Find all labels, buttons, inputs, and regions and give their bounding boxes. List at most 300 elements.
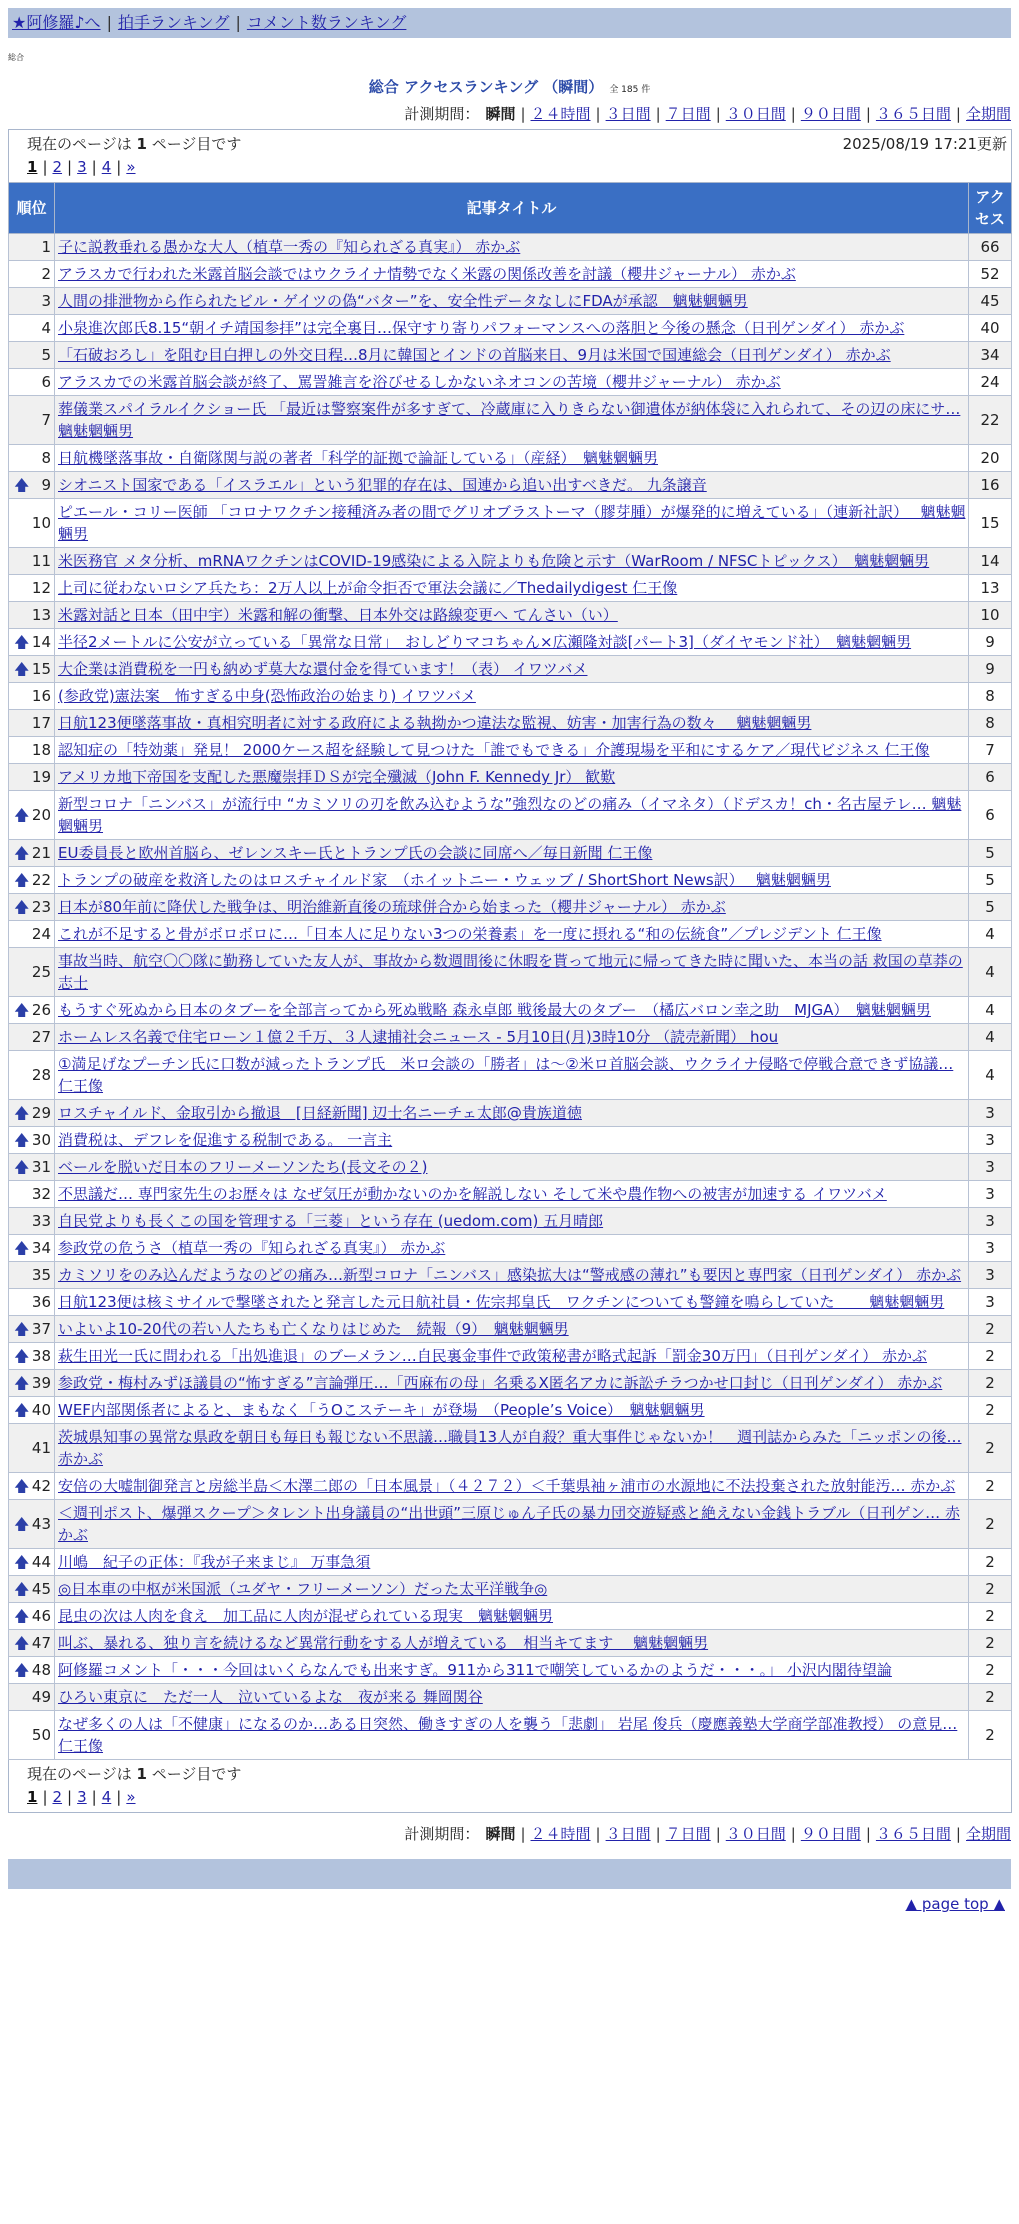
- rank-cell: [9, 261, 55, 288]
- title-cell: [55, 710, 969, 737]
- period-option-3[interactable]: ３０日間: [725, 105, 786, 123]
- rank-number: 27: [31, 1028, 51, 1046]
- article-link[interactable]: 川嶋 紀子の正体：『我が子来まじ』 万事急須: [58, 1553, 371, 1571]
- page-info-suffix: ページ目です: [146, 1765, 242, 1783]
- article-link[interactable]: 小泉進次郎氏8.15“朝イチ靖国参拝”は完全裏目…保守すり寄りパフォーマンスへの落胆と今後の懸念（日刊ゲンダイ） 赤かぶ: [58, 319, 905, 337]
- title-cell: [55, 1262, 969, 1289]
- rank-up-arrow-icon: 🡅: [14, 1158, 30, 1176]
- table-row: [9, 1316, 1012, 1343]
- page-top: [8, 1895, 1005, 1913]
- title-cell: [55, 499, 969, 548]
- access-count: 4: [969, 997, 1012, 1024]
- rank-number: 9: [41, 476, 51, 494]
- article-link[interactable]: アラスカでの米露首脳会談が終了、罵詈雑言を浴びせるしかないネオコンの苦境（櫻井ジャーナル） 赤かぶ: [58, 373, 781, 391]
- title-cell: [55, 548, 969, 575]
- title-cell: [55, 764, 969, 791]
- access-count: 5: [969, 840, 1012, 867]
- period-option-6[interactable]: 全期間: [965, 1825, 1011, 1843]
- rank-number: 17: [31, 714, 51, 732]
- rank-up-arrow-icon: 🡅: [14, 1580, 30, 1598]
- article-link[interactable]: 昆虫の次は人肉を食え 加工品に人肉が混ぜられている現実 魑魅魍魎男: [58, 1607, 554, 1625]
- pager-separator: |: [42, 158, 48, 176]
- title-cell: [55, 921, 969, 948]
- rank-number: 3: [41, 292, 51, 310]
- period-separator: |: [955, 105, 961, 123]
- rank-up-arrow-icon: 🡅: [14, 1104, 30, 1122]
- article-link[interactable]: 日本が80年前に降伏した戦争は、明治維新直後の琉球併合から始まった（櫻井ジャーナル） 赤かぶ: [58, 898, 726, 916]
- table-row: [9, 1370, 1012, 1397]
- access-count: 3: [969, 1100, 1012, 1127]
- article-link[interactable]: 新型コロナ「ニンバス」が流行中 “カミソリの刃を飲み込むような”強烈なのどの痛み（イマネタ）（ドデスカ！ch・名古屋テレ… 魑魅魍魎男: [58, 795, 962, 835]
- header-rank: 順位: [9, 183, 55, 234]
- article-link[interactable]: 日航機墜落事故・自衛隊関与説の著者「科学的証拠で論証している」（産経） 魑魅魍魎男: [58, 449, 659, 467]
- comment-ranking-link[interactable]: コメント数ランキング: [246, 13, 407, 32]
- article-link[interactable]: これが不足すると骨がボロボロに…「日本人に足りない3つの栄養素」を一度に摂れる“和の伝統食”／プレジデント 仁王像: [58, 925, 882, 943]
- title-cell: [55, 1024, 969, 1051]
- table-row: [9, 602, 1012, 629]
- rank-up-arrow-icon: 🡅: [14, 1661, 30, 1679]
- rank-number: 18: [31, 741, 51, 759]
- period-separator: |: [520, 105, 526, 123]
- rank-up-arrow-icon: 🡅: [14, 476, 30, 494]
- table-row: [9, 548, 1012, 575]
- article-link[interactable]: 人間の排泄物から作られたビル・ゲイツの偽“バター”を、安全性データなしにFDAが承認 魑魅魍魎男: [58, 292, 748, 310]
- article-link[interactable]: 米露対話と日本（田中宇）米露和解の衝撃、日本外交は路線変更へ てんさい（い）: [58, 606, 618, 624]
- title-cell: [55, 1289, 969, 1316]
- rank-number: 34: [31, 1239, 51, 1257]
- table-row: [9, 1397, 1012, 1424]
- title-cell: [55, 1603, 969, 1630]
- article-link[interactable]: 自民党よりも長くこの国を管理する「三菱」という存在 (uedom.com) 五月晴郎: [58, 1212, 604, 1230]
- period-option-2[interactable]: ７日間: [665, 1825, 711, 1843]
- period-separator: |: [715, 1825, 721, 1843]
- access-count: 8: [969, 710, 1012, 737]
- access-count: 2: [969, 1684, 1012, 1711]
- article-link[interactable]: 日航123便は核ミサイルで撃墜されたと発言した元日航社員・佐宗邦皇氏 ワクチンについても警鐘を鳴らしていた 魑魅魍魎男: [58, 1293, 945, 1311]
- table-row: [9, 840, 1012, 867]
- title-cell: [55, 1343, 969, 1370]
- article-link[interactable]: 萩生田光一氏に問われる「出処進退」のブーメラン…自民裏金事件で政策秘書が略式起訴「罰金30万円」（日刊ゲンダイ） 赤かぶ: [58, 1347, 927, 1365]
- rank-cell: [9, 1370, 55, 1397]
- article-link[interactable]: 安倍の大嘘制御発言と房総半島＜木澤二郎の「日本風景」（４２７２）＜千葉県袖ヶ浦市の水源地に不法投棄された放射能汚… 赤かぶ: [58, 1477, 956, 1495]
- period-option-5[interactable]: ３６５日間: [875, 1825, 951, 1843]
- rank-up-arrow-icon: 🡅: [14, 844, 30, 862]
- table-row: [9, 1657, 1012, 1684]
- rank-number: 35: [31, 1266, 51, 1284]
- pager-separator: |: [91, 158, 97, 176]
- article-link[interactable]: 大企業は消費税を一円も納めず莫大な還付金を得ています！（表） イワツバメ: [58, 660, 588, 678]
- table-row: [9, 1127, 1012, 1154]
- page-info-suffix: ページ目です: [146, 135, 242, 153]
- article-link[interactable]: 子に説教垂れる愚かな大人（植草一秀の『知られざる真実』） 赤かぶ: [58, 238, 521, 256]
- article-link[interactable]: EU委員長と欧州首脳ら、ゼレンスキー氏とトランプ氏の会談に同席へ／毎日新聞 仁王像: [58, 844, 653, 862]
- period-option-4[interactable]: ９０日間: [800, 1825, 861, 1843]
- table-row: [9, 1100, 1012, 1127]
- pager-page-3[interactable]: 3: [77, 1788, 87, 1806]
- rank-cell: [9, 764, 55, 791]
- article-link[interactable]: シオニスト国家である「イスラエル」という犯罪的存在は、国連から追い出すべきだ。 九条譲音: [58, 476, 707, 494]
- rank-up-arrow-icon: 🡅: [14, 633, 30, 651]
- title-cell: [55, 1235, 969, 1262]
- article-link[interactable]: 叫ぶ、暴れる、独り言を続けるなど異常行動をする人が増えている 相当キてます 魑魅魍魎男: [58, 1634, 709, 1652]
- pager-row: [9, 154, 1012, 183]
- rank-up-arrow-icon: 🡅: [14, 660, 30, 678]
- rank-cell: [9, 1711, 55, 1760]
- table-row: [9, 948, 1012, 997]
- table-row: [9, 1208, 1012, 1235]
- period-option-2[interactable]: ７日間: [665, 105, 711, 123]
- article-link[interactable]: ベールを脱いだ日本のフリーメーソンたち(長文その２): [58, 1158, 428, 1176]
- table-row: [9, 921, 1012, 948]
- pager-page-2[interactable]: 2: [52, 1788, 63, 1806]
- rank-number: 48: [31, 1661, 51, 1679]
- access-count: 3: [969, 1154, 1012, 1181]
- rank-number: 37: [31, 1320, 51, 1338]
- period-option-1[interactable]: ３日間: [605, 105, 651, 123]
- pager-next[interactable]: »: [126, 158, 136, 176]
- period-separator: |: [865, 1825, 871, 1843]
- access-count: 2: [969, 1549, 1012, 1576]
- access-count: 3: [969, 1127, 1012, 1154]
- rank-up-arrow-icon: 🡅: [14, 1607, 30, 1625]
- rank-cell: [9, 1051, 55, 1100]
- article-link[interactable]: もうすぐ死ぬから日本のタブーを全部言ってから死ぬ戦略 森永卓郎 戦後最大のタブー （橘広バロン幸之助 MJGA） 魑魅魍魎男: [58, 1001, 931, 1019]
- access-count: 14: [969, 548, 1012, 575]
- access-count: 3: [969, 1208, 1012, 1235]
- article-link[interactable]: 米医務官 メタ分析、mRNAワクチンはCOVID-19感染による入院よりも危険と示す（WarRoom / NFSCトピックス） 魑魅魍魎男: [58, 552, 930, 570]
- rank-number: 16: [31, 687, 51, 705]
- rank-number: 28: [31, 1066, 51, 1084]
- access-count: 2: [969, 1500, 1012, 1549]
- rank-number: 40: [31, 1401, 51, 1419]
- article-link[interactable]: カミソリをのみ込んだようなのどの痛み…新型コロナ「ニンバス」感染拡大は“警戒感の薄れ”も要因と専門家（日刊ゲンダイ） 赤かぶ: [58, 1266, 962, 1284]
- rank-cell: [9, 894, 55, 921]
- article-link[interactable]: 上司に従わないロシア兵たち：2万人以上が命令拒否で軍法会議に／Thedailydigest 仁王像: [58, 579, 678, 597]
- pager-page-3[interactable]: 3: [77, 158, 87, 176]
- rank-cell: [9, 288, 55, 315]
- pager-next[interactable]: »: [126, 1788, 136, 1806]
- rank-cell: [9, 575, 55, 602]
- article-link[interactable]: ＜週刊ポスト、爆弾スクープ＞タレント出身議員の“出世頭”三原じゅん子氏の暴力団交遊疑惑と絶えない金銭トラブル（日刊ゲン… 赤かぶ: [58, 1504, 960, 1544]
- title-cell: [55, 1316, 969, 1343]
- article-link[interactable]: なぜ多くの人は「不健康」になるのか…ある日突然、働きすぎの人を襲う「悲劇」 岩尾 俊兵（慶應義塾大学商学部准教授） の意見… 仁王像: [58, 1715, 958, 1755]
- rank-cell: [9, 1208, 55, 1235]
- rank-number: 49: [31, 1688, 51, 1706]
- table-row: [9, 445, 1012, 472]
- period-label: 計測期間：: [404, 105, 480, 123]
- rank-number: 33: [31, 1212, 51, 1230]
- access-count: 2: [969, 1657, 1012, 1684]
- rank-number: 36: [31, 1293, 51, 1311]
- title-cell: [55, 1127, 969, 1154]
- rank-number: 45: [31, 1580, 51, 1598]
- ranking-table: [8, 129, 1012, 1813]
- access-count: 24: [969, 369, 1012, 396]
- title-cell: [55, 1154, 969, 1181]
- article-link[interactable]: ひろい東京に ただ一人 泣いているよな 夜が来る 舞岡関谷: [58, 1688, 483, 1706]
- rank-number: 31: [31, 1158, 51, 1176]
- article-link[interactable]: 不思議だ… 専門家先生のお歴々は なぜ気圧が動かないのかを解説しない そして米や農作物への被害が加速する イワツバメ: [58, 1185, 887, 1203]
- rank-up-arrow-icon: 🡅: [14, 898, 30, 916]
- article-link[interactable]: 茨城県知事の異常な県政を朝日も毎日も報じない不思議…職員13人が自殺？重大事件じゃないか！ 週刊誌からみた「ニッポンの後… 赤かぶ: [58, 1428, 962, 1468]
- access-count: 5: [969, 894, 1012, 921]
- article-link[interactable]: ①満足げなプーチン氏に口数が減ったトランプ氏 米ロ会談の「勝者」は～②米ロ首脳会談、ウクライナ侵略で停戦合意できず協議… 仁王像: [58, 1055, 954, 1095]
- title-cell: [55, 261, 969, 288]
- title-cell: [55, 1100, 969, 1127]
- rank-number: 15: [31, 660, 51, 678]
- rank-cell: [9, 1500, 55, 1549]
- rank-number: 25: [31, 963, 51, 981]
- rank-number: 20: [31, 806, 51, 824]
- rank-number: 32: [31, 1185, 51, 1203]
- rank-up-arrow-icon: 🡅: [14, 1515, 30, 1533]
- table-header: [9, 183, 1012, 234]
- article-link[interactable]: WEF内部関係者によると、まもなく「うOこステーキ」が登場 （People’s Voice） 魑魅魍魎男: [58, 1401, 705, 1419]
- rank-number: 22: [31, 871, 51, 889]
- header-access: アクセス: [969, 183, 1012, 234]
- pager-separator: |: [67, 1788, 73, 1806]
- nav-separator: |: [235, 13, 241, 32]
- access-count: 2: [969, 1603, 1012, 1630]
- rank-up-arrow-icon: 🡅: [14, 1131, 30, 1149]
- rank-cell: [9, 683, 55, 710]
- home-link[interactable]: ★阿修羅♪へ: [12, 13, 101, 32]
- access-count: 4: [969, 1051, 1012, 1100]
- pager: [9, 154, 1012, 183]
- rank-cell: [9, 791, 55, 840]
- rank-cell: [9, 710, 55, 737]
- rank-up-arrow-icon: 🡅: [14, 1477, 30, 1495]
- access-count: 5: [969, 867, 1012, 894]
- article-link[interactable]: 消費税は、デフレを促進する税制である。 一言主: [58, 1131, 393, 1149]
- article-link[interactable]: 日航123便墜落事故・真相究明者に対する政府による執拗かつ違法な監視、妨害・加害行為の数々 魑魅魍魎男: [58, 714, 812, 732]
- ranking-title: [0, 76, 1019, 97]
- table-row: [9, 737, 1012, 764]
- access-count: 34: [969, 342, 1012, 369]
- title-cell: [55, 629, 969, 656]
- article-link[interactable]: 「石破おろし」を阻む目白押しの外交日程…8月に韓国とインドの首脳来日、9月は米国で国連総会（日刊ゲンダイ） 赤かぶ: [58, 346, 891, 364]
- access-count: 20: [969, 445, 1012, 472]
- rank-cell: [9, 737, 55, 764]
- table-row: [9, 575, 1012, 602]
- title-cell: [55, 997, 969, 1024]
- article-link[interactable]: 阿修羅コメント「・・・今回はいくらなんでも出来すぎ。911から311で嘲笑しているかのようだ・・・。」 小沢内閣待望論: [58, 1661, 892, 1679]
- title-cell: [55, 602, 969, 629]
- rank-cell: [9, 1630, 55, 1657]
- rank-number: 44: [31, 1553, 51, 1571]
- article-link[interactable]: ホームレス名義で住宅ローン１億２千万、３人逮捕社会ニュース - 5月10日(月)3時10分 （読売新聞） hou: [58, 1028, 779, 1046]
- table-row: [9, 997, 1012, 1024]
- nav-separator: |: [106, 13, 112, 32]
- rank-number: 47: [31, 1634, 51, 1652]
- period-option-4[interactable]: ９０日間: [800, 105, 861, 123]
- access-count: 2: [969, 1711, 1012, 1760]
- rank-number: 19: [31, 768, 51, 786]
- article-link[interactable]: 参政党・梅村みずほ議員の“怖すぎる”言論弾圧…「西麻布の母」名乗るX匿名アカに訴訟チラつかせ口封じ（日刊ゲンダイ） 赤かぶ: [58, 1374, 943, 1392]
- article-link[interactable]: ロスチャイルド、金取引から撤退 [日経新聞] 辺士名ニーチェ太郎@貴族道徳: [58, 1104, 582, 1122]
- table-row: [9, 342, 1012, 369]
- page-info-prefix: 現在のページは: [27, 1765, 137, 1783]
- title-cell: [55, 791, 969, 840]
- title-cell: [55, 840, 969, 867]
- rank-cell: [9, 499, 55, 548]
- rank-number: 46: [31, 1607, 51, 1625]
- table-row: [9, 1473, 1012, 1500]
- title-cell: [55, 1500, 969, 1549]
- pager-page-4[interactable]: 4: [101, 1788, 112, 1806]
- rank-cell: [9, 997, 55, 1024]
- rank-up-arrow-icon: 🡅: [14, 1239, 30, 1257]
- article-link[interactable]: アラスカで行われた米露首脳会談ではウクライナ情勢でなく米露の関係改善を討議（櫻井ジャーナル） 赤かぶ: [58, 265, 796, 283]
- access-count: 2: [969, 1343, 1012, 1370]
- title-cell: [55, 1549, 969, 1576]
- rank-cell: [9, 948, 55, 997]
- rank-number: 38: [31, 1347, 51, 1365]
- rank-number: 4: [41, 319, 51, 337]
- rank-number: 21: [31, 844, 51, 862]
- table-row: [9, 499, 1012, 548]
- rank-up-arrow-icon: 🡅: [14, 1553, 30, 1571]
- title-cell: [55, 1711, 969, 1760]
- article-link[interactable]: 葬儀業スパイラルイクショー氏 「最近は警察案件が多すぎて、冷蔵庫に入りきらない御遺体が納体袋に入れられて、その辺の床にサ… 魑魅魍魎男: [58, 400, 961, 440]
- table-row: [9, 261, 1012, 288]
- article-link[interactable]: (参政党)憲法案 怖すぎる中身(恐怖政治の始まり) イワツバメ: [58, 687, 476, 705]
- table-row: [9, 710, 1012, 737]
- rank-number: 50: [31, 1726, 51, 1744]
- article-link[interactable]: ◎日本車の中枢が米国派（ユダヤ・フリーメーソン）だった太平洋戦争◎: [58, 1580, 548, 1598]
- rank-cell: [9, 342, 55, 369]
- access-count: 45: [969, 288, 1012, 315]
- table-row: [9, 1576, 1012, 1603]
- table-row: [9, 1549, 1012, 1576]
- rank-number: 6: [41, 373, 51, 391]
- access-count: 4: [969, 948, 1012, 997]
- clap-ranking-link[interactable]: 拍手ランキング: [117, 13, 230, 32]
- period-option-6[interactable]: 全期間: [965, 105, 1011, 123]
- pager-page-4[interactable]: 4: [101, 158, 112, 176]
- access-count: 7: [969, 737, 1012, 764]
- article-link[interactable]: 事故当時、航空〇〇隊に勤務していた友人が、事故から数週間後に休暇を貰って地元に帰ってきた時に聞いた、本当の話 救国の草莽の志士: [58, 952, 963, 992]
- period-separator: |: [595, 105, 601, 123]
- period-current: 瞬間: [485, 105, 516, 123]
- period-separator: |: [790, 105, 796, 123]
- access-count: 10: [969, 602, 1012, 629]
- rank-up-arrow-icon: 🡅: [14, 1320, 30, 1338]
- ranking-rows: [9, 234, 1012, 1760]
- rank-cell: [9, 1343, 55, 1370]
- access-count: 9: [969, 629, 1012, 656]
- title-cell: [55, 948, 969, 997]
- ranking-count: 全 185 件: [609, 85, 651, 95]
- title-cell: [55, 396, 969, 445]
- title-cell: [55, 575, 969, 602]
- article-link[interactable]: トランプの破産を救済したのはロスチャイルド家 （ホイットニー・ウェッブ / ShortShort News訳） 魑魅魍魎男: [58, 871, 831, 889]
- rank-number: 11: [31, 552, 51, 570]
- title-cell: [55, 867, 969, 894]
- ranking-title-text: 総合 アクセスランキング （瞬間）: [368, 78, 604, 96]
- access-count: 3: [969, 1181, 1012, 1208]
- article-link[interactable]: 参政党の危うさ（植草一秀の『知られざる真実』） 赤かぶ: [58, 1239, 446, 1257]
- pager-current: 1: [27, 158, 38, 176]
- rank-number: 14: [31, 633, 51, 651]
- period-separator: |: [520, 1825, 526, 1843]
- table-row: [9, 629, 1012, 656]
- title-cell: [55, 683, 969, 710]
- article-link[interactable]: 認知症の「特効薬」発見！ 2000ケース超を経験して見つけた「誰でもできる」介護現場を平和にするケア／現代ビジネス 仁王像: [58, 741, 930, 759]
- period-option-5[interactable]: ３６５日間: [875, 105, 951, 123]
- title-cell: [55, 1051, 969, 1100]
- pager-row-bottom: [9, 1784, 1012, 1813]
- period-current: 瞬間: [485, 1825, 516, 1843]
- access-count: 13: [969, 575, 1012, 602]
- access-count: 3: [969, 1262, 1012, 1289]
- title-cell: [55, 1208, 969, 1235]
- title-cell: [55, 656, 969, 683]
- table-row: [9, 369, 1012, 396]
- rank-cell: [9, 1603, 55, 1630]
- pager-current: 1: [27, 1788, 38, 1806]
- rank-cell: [9, 396, 55, 445]
- rank-cell: [9, 1473, 55, 1500]
- rank-cell: [9, 1181, 55, 1208]
- period-separator: |: [865, 105, 871, 123]
- table-row: [9, 1154, 1012, 1181]
- pager-page-2[interactable]: 2: [52, 158, 63, 176]
- table-row: [9, 1684, 1012, 1711]
- rank-number: 43: [31, 1515, 51, 1533]
- article-link[interactable]: アメリカ地下帝国を支配した悪魔崇拝ＤＳが完全殲滅（John F. Kennedy Jr） 歓歎: [58, 768, 616, 786]
- title-cell: [55, 445, 969, 472]
- footer-bar: [8, 1859, 1011, 1889]
- rank-cell: [9, 1262, 55, 1289]
- rank-cell: [9, 629, 55, 656]
- period-option-3[interactable]: ３０日間: [725, 1825, 786, 1843]
- period-option-0[interactable]: ２４時間: [530, 1825, 591, 1843]
- rank-cell: [9, 472, 55, 499]
- period-label: 計測期間：: [404, 1825, 480, 1843]
- access-count: 4: [969, 921, 1012, 948]
- table-row: [9, 1289, 1012, 1316]
- rank-cell: [9, 921, 55, 948]
- access-count: 2: [969, 1576, 1012, 1603]
- rank-cell: [9, 1424, 55, 1473]
- rank-cell: [9, 867, 55, 894]
- rank-cell: [9, 315, 55, 342]
- header-title: 記事タイトル: [55, 183, 969, 234]
- table-row: [9, 1181, 1012, 1208]
- table-row: [9, 234, 1012, 261]
- page-top-link[interactable]: ▲ page top ▲: [905, 1895, 1005, 1913]
- period-separator: |: [715, 105, 721, 123]
- article-link[interactable]: いよいよ10-20代の若い人たちも亡くなりはじめた 続報（9） 魑魅魍魎男: [58, 1320, 569, 1338]
- period-option-1[interactable]: ３日間: [605, 1825, 651, 1843]
- top-nav-bar: [8, 8, 1011, 38]
- access-count: 66: [969, 234, 1012, 261]
- period-separator: |: [655, 105, 661, 123]
- title-cell: [55, 472, 969, 499]
- access-count: 15: [969, 499, 1012, 548]
- pager-separator: |: [116, 158, 122, 176]
- period-selector-bottom: [8, 1823, 1011, 1845]
- title-cell: [55, 1424, 969, 1473]
- access-count: 22: [969, 396, 1012, 445]
- article-link[interactable]: ピエール・コリー医師 「コロナワクチン接種済み者の間でグリオブラストーマ（膠芽腫）が爆発的に増えている」（連新社訳） 魑魅魍魎男: [58, 503, 966, 543]
- article-link[interactable]: 半径2メートルに公安が立っている「異常な日常」 おしどりマコちゃん×広瀬隆対談[パート3]（ダイヤモンド社） 魑魅魍魎男: [58, 633, 912, 651]
- period-option-0[interactable]: ２４時間: [530, 105, 591, 123]
- table-row: [9, 656, 1012, 683]
- title-cell: [55, 234, 969, 261]
- access-count: 40: [969, 315, 1012, 342]
